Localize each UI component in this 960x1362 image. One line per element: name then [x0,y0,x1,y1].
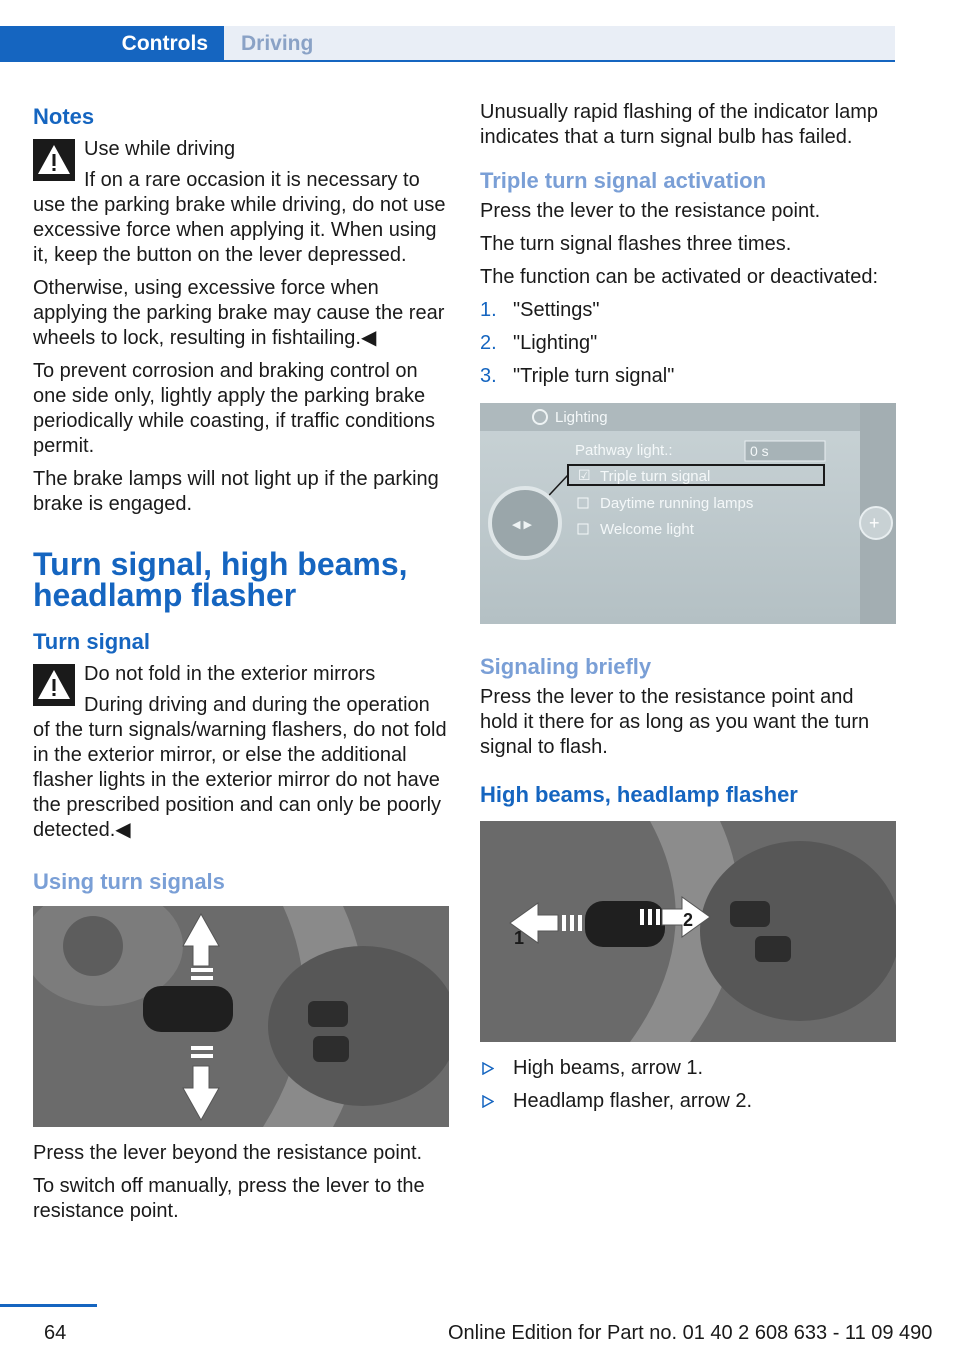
subsection-heading: Turn signal [33,629,150,654]
triangle-bullet-icon [482,1062,494,1075]
paragraph: Press the lever to the resistance point and hold it there for as long as you want the turn signal to flash. [480,686,870,758]
step-number: 3. [480,365,497,387]
screen-title: Lighting [555,409,608,426]
page-number: 64 [44,1322,67,1344]
checkbox-icon: ☑ [578,467,591,483]
tab-driving[interactable] [224,26,895,62]
warning-text: During driving and during the operation of the turn signals/warning flashers, do not fold in the exterior mirror, or else the additional flasher lights in the exterior mirror do not have the prescribed position and can only be poorly detected.◀ [33,694,447,841]
tab-controls[interactable] [0,26,224,62]
paragraph: The brake lamps will not light up if the parking brake is engaged. [33,468,439,515]
list-item [480,364,896,389]
paragraph: To prevent corrosion and braking control on one side only, lightly apply the parking brake periodically while coasting, if traffic conditions permit. [33,360,436,457]
paragraph: Press the lever to the resistance point. [480,200,821,222]
svg-text:◀ ▶: ◀ ▶ [512,519,532,531]
warning-icon [33,664,75,706]
triangle-bullet-icon [482,1095,494,1108]
paragraph: The turn signal flashes three times. [480,233,792,255]
steps-list [480,298,896,389]
paragraph: Unusually rapid flashing of the indicator lamp indicates that a turn signal bulb has failed. [480,101,878,148]
notes-heading: Notes [33,104,95,129]
warning-text: If on a rare occasion it is necessary to use the parking brake while driving, do not use excessive force when applying it. When using it, keep the button on the lever depressed. [33,169,446,266]
page-header [0,26,895,62]
high-beams-lever-photo [480,821,896,1042]
subsection-heading-light: Using turn signals [33,869,225,894]
warning-icon [33,139,75,181]
bullet-text: High beams, arrow 1. [513,1057,704,1079]
step-text: "Lighting" [513,332,598,354]
section-heading: Turn signal, high beams, headlamp flasher [33,546,408,613]
warning-box-mirrors [33,662,449,843]
step-text: "Triple turn signal" [513,365,675,387]
step-number: 1. [480,299,497,321]
footer-rule [0,1304,97,1307]
arrow-label-1: 1 [514,928,525,948]
subsection-heading-light: Triple turn signal activation [480,168,767,193]
paragraph: Press the lever beyond the resistance point. [33,1142,423,1164]
list-item [480,298,896,323]
subsection-heading-light: Signaling briefly [480,654,652,679]
left-column [33,100,449,1232]
warning-box-parking-brake [33,137,449,268]
bullet-text: Headlamp flasher, arrow 2. [513,1090,753,1112]
svg-text:+: + [869,513,880,533]
right-column [480,100,896,1122]
turn-signal-lever-photo [33,906,449,1127]
warning-title: Use while driving [84,138,236,160]
warning-title: Do not fold in the exterior mirrors [84,663,376,685]
screen-menu-item[interactable]: Welcome light [600,521,694,538]
footer-edition: Online Edition for Part no. 01 40 2 608 633 - 11 09 490 [448,1322,933,1344]
paragraph: Otherwise, using excessive force when applying the parking brake may cause the rear wheels to lock, resulting in fishtailing.◀ [33,277,445,349]
step-text: "Settings" [513,299,600,321]
list-item [480,1056,896,1081]
pathway-label: Pathway light.: [575,442,673,459]
subsection-heading: High beams, headlamp flasher [480,782,798,807]
list-item [480,1089,896,1114]
screen-menu-item[interactable]: Daytime running lamps [600,495,754,512]
step-number: 2. [480,332,497,354]
idrive-lighting-screen [480,403,896,624]
bullet-list [480,1056,896,1114]
list-item [480,331,896,356]
tab-driving-label: Driving [241,32,314,55]
arrow-label-2: 2 [683,910,694,930]
paragraph: To switch off manually, press the lever to the resistance point. [33,1175,425,1222]
pathway-value: 0 s [750,443,769,459]
paragraph: The function can be activated or deactivated: [480,266,879,288]
tab-controls-label: Controls [121,32,208,55]
screen-menu-item[interactable]: Triple turn signal [600,468,711,485]
header-rule [0,60,895,62]
